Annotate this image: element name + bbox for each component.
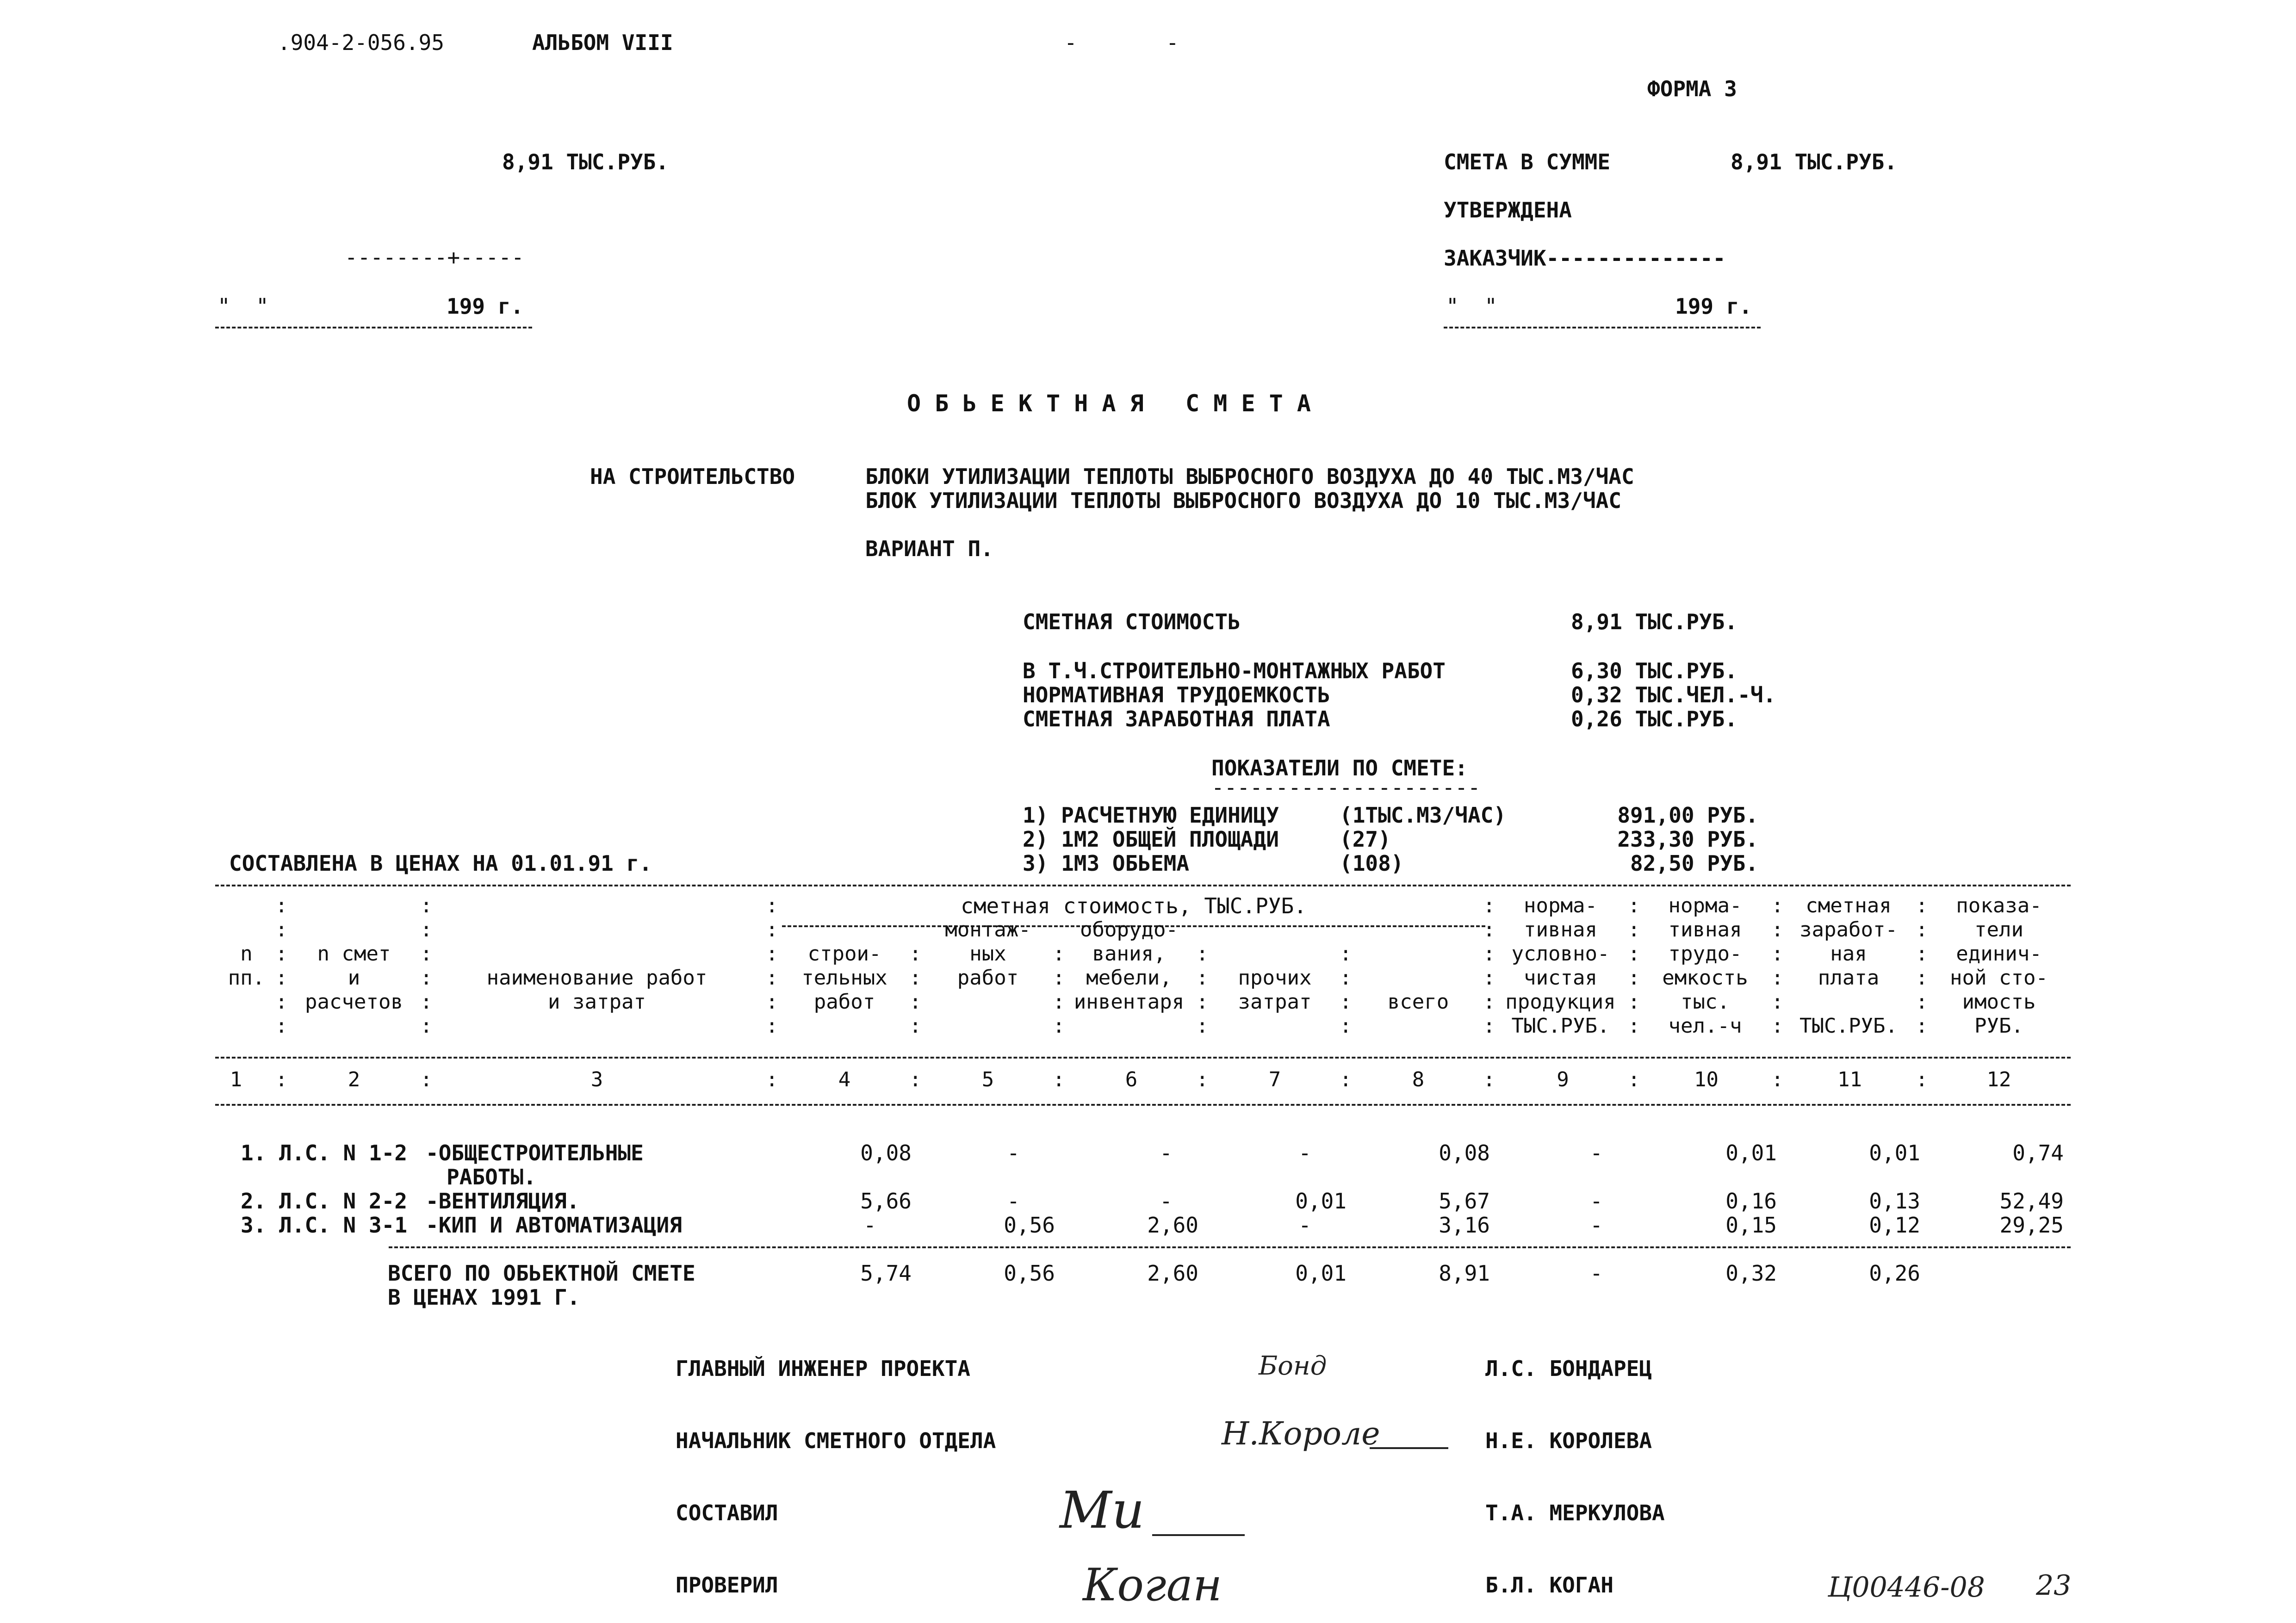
col-number-11: 11 — [1837, 1068, 1862, 1091]
right-sum-value: 8,91 ТЫС.РУБ. — [1731, 149, 1898, 174]
row-3-c5: 0,56 — [1004, 1213, 1055, 1238]
right-sum-label: СМЕТА В СУММЕ — [1444, 149, 1611, 174]
indicator-row-3-unit: (108) — [1340, 851, 1404, 876]
table-top-rule — [215, 885, 2071, 886]
col-number-12: 12 — [1986, 1068, 2011, 1091]
col-header-11: сметная заработ- ная плата ТЫС.РУБ. — [1800, 894, 1898, 1038]
total-c7: 0,01 — [1295, 1261, 1347, 1286]
cost-label: СМЕТНАЯ СТОИМОСТЬ — [1023, 609, 1241, 634]
handwritten-signature-4: Коган — [1083, 1559, 1222, 1611]
row-1-c8: 0,08 — [1439, 1140, 1490, 1165]
col-header-7: прочих затрат — [1238, 966, 1312, 1014]
row-1-name-cont: РАБОТЫ. — [447, 1165, 536, 1189]
construction-line-2: БЛОК УТИЛИЗАЦИИ ТЕПЛОТЫ ВЫБРОСНОГО ВОЗДУХА ДО 10 ТЫС.М3/ЧАС — [865, 488, 1621, 513]
row-2-c5: - — [1007, 1189, 1020, 1214]
cost-value: 8,91 ТЫС.РУБ. — [1571, 609, 1738, 634]
construction-label: НА СТРОИТЕЛЬСТВО — [590, 464, 795, 489]
indicator-row-1-value: 891,00 РУБ. — [1617, 803, 1758, 828]
total-rule — [389, 1246, 2071, 1248]
album-label: АЛЬБОМ VIII — [532, 30, 673, 55]
total-c4: 5,74 — [860, 1261, 912, 1286]
signature-name-2: Н.Е. КОРОЛЕВА — [1485, 1428, 1652, 1453]
row-2-c7: 0,01 — [1295, 1189, 1347, 1214]
indicator-row-2-unit: (27) — [1340, 827, 1391, 852]
row-2-c4: 5,66 — [860, 1189, 912, 1214]
indicator-row-3-label: 3) 1М3 ОБЬЕМА — [1023, 851, 1190, 876]
row-3-c11: 0,12 — [1869, 1213, 1920, 1238]
row-3-c4: - — [863, 1213, 876, 1238]
row-1-c12: 0,74 — [2012, 1140, 2064, 1165]
indicators-underline: --------------------- — [1211, 775, 1481, 800]
row-3-c9: - — [1590, 1213, 1603, 1238]
footer-stamp-code: Ц00446-08 — [1828, 1571, 1985, 1604]
indicator-row-2-value: 233,30 РУБ. — [1617, 827, 1758, 852]
approved-label: УТВЕРЖДЕНА — [1444, 198, 1572, 223]
row-1-c4: 0,08 — [860, 1140, 912, 1165]
row-1-c5: - — [1007, 1140, 1020, 1165]
header-bottom-rule — [215, 1057, 2071, 1059]
indicator-row-3-value: 82,50 РУБ. — [1630, 851, 1758, 876]
row-1-c9: - — [1590, 1140, 1603, 1165]
row-1-c11: 0,01 — [1869, 1140, 1920, 1165]
total-c6: 2,60 — [1147, 1261, 1198, 1286]
col-header-1: n пп. — [228, 942, 265, 990]
left-date-underline — [215, 327, 532, 328]
wage-label: СМЕТНАЯ ЗАРАБОТНАЯ ПЛАТА — [1023, 706, 1330, 731]
row-1-c7: - — [1298, 1140, 1311, 1165]
total-label-1: ВСЕГО ПО ОБЬЕКТНОЙ СМЕТЕ — [388, 1261, 695, 1286]
col-header-8: всего — [1387, 990, 1449, 1014]
prices-note: СОСТАВЛЕНА В ЦЕНАХ НА 01.01.91 г. — [229, 851, 652, 876]
handwritten-signature-3: Ми — [1060, 1481, 1145, 1540]
wage-value: 0,26 ТЫС.РУБ. — [1571, 706, 1738, 731]
indicators-title: ПОКАЗАТЕЛИ ПО СМЕТЕ: — [1211, 756, 1468, 781]
header-dash-2: - — [1166, 30, 1179, 55]
total-label-2: В ЦЕНАХ 1991 Г. — [388, 1285, 580, 1310]
handwritten-signature-2: Н.Короле — [1222, 1416, 1380, 1452]
col-number-separators: : : : : : : : : : : : — [275, 1068, 1928, 1091]
table-column-separators: : : : : : : : : : : : : : : : : : : : : : : : : : : : : : : : : : : : : : : : : : : : : : : : : : : : : : : : : : : — [275, 894, 1928, 1038]
indicator-row-1-unit: (1ТЫС.М3/ЧАС) — [1340, 803, 1507, 828]
signature-2-stroke — [1370, 1447, 1448, 1449]
signature-role-4: ПРОВЕРИЛ — [676, 1573, 778, 1598]
col-header-6: оборудо- вания, мебели, инвентаря — [1074, 918, 1185, 1014]
col-header-4: строи- тельных работ — [801, 942, 887, 1014]
signature-role-3: СОСТАВИЛ — [676, 1500, 778, 1525]
col-header-9: норма- тивная условно- чистая продукция ТЫС.РУБ. — [1505, 894, 1616, 1038]
indicator-row-1-label: 1) РАСЧЕТНУЮ ЕДИНИЦУ — [1023, 803, 1279, 828]
row-3-c7: - — [1298, 1213, 1311, 1238]
total-c5: 0,56 — [1004, 1261, 1055, 1286]
left-sign-line: --------+----- — [345, 245, 524, 270]
right-date-quotes: " " — [1446, 294, 1497, 319]
col-number-2: 2 — [348, 1068, 360, 1091]
signature-role-1: ГЛАВНЫЙ ИНЖЕНЕР ПРОЕКТА — [676, 1356, 970, 1381]
document-title: О Б Ь Е К Т Н А Я С М Е Т А — [907, 390, 1311, 417]
row-2-c6: - — [1160, 1189, 1173, 1214]
total-c9: - — [1590, 1261, 1603, 1286]
col-number-8: 8 — [1412, 1068, 1425, 1091]
form-label: ФОРМА 3 — [1647, 76, 1737, 101]
numbers-bottom-rule — [215, 1104, 2071, 1106]
col-header-2: n смет и расчетов — [305, 942, 403, 1014]
row-2-name: -ВЕНТИЛЯЦИЯ. — [426, 1189, 580, 1214]
row-1-c10: 0,01 — [1725, 1140, 1777, 1165]
left-date-year: 199 г. — [447, 294, 524, 319]
labor-label: НОРМАТИВНАЯ ТРУДОЕМКОСТЬ — [1023, 682, 1330, 707]
col-header-3: наименование работ и затрат — [486, 966, 707, 1014]
col-number-9: 9 — [1557, 1068, 1569, 1091]
right-date-year: 199 г. — [1675, 294, 1752, 319]
col-header-12: показа- тели единич- ной сто- имость РУБ. — [1950, 894, 2048, 1038]
col-header-10: норма- тивная трудо- емкость тыс. чел.-ч — [1662, 894, 1748, 1038]
row-1-name: -ОБЩЕСТРОИТЕЛЬНЫЕ — [426, 1140, 644, 1165]
total-c8: 8,91 — [1439, 1261, 1490, 1286]
total-c11: 0,26 — [1869, 1261, 1920, 1286]
row-3-c8: 3,16 — [1439, 1213, 1490, 1238]
signature-name-3: Т.А. МЕРКУЛОВА — [1485, 1500, 1665, 1525]
signature-name-4: Б.Л. КОГАН — [1485, 1573, 1613, 1598]
left-date-quotes: " " — [217, 294, 269, 319]
row-1-ref: 1. Л.С. N 1-2 — [241, 1140, 408, 1165]
signature-3-stroke — [1152, 1534, 1245, 1536]
handwritten-signature-1: Бонд — [1259, 1351, 1327, 1381]
col-header-5: монтаж- ных работ — [945, 918, 1031, 990]
row-3-c10: 0,15 — [1725, 1213, 1777, 1238]
footer-page-number: 23 — [2036, 1569, 2072, 1602]
right-date-underline — [1444, 327, 1761, 328]
col-number-10: 10 — [1694, 1068, 1719, 1091]
row-2-ref: 2. Л.С. N 2-2 — [241, 1189, 408, 1214]
row-3-ref: 3. Л.С. N 3-1 — [241, 1213, 408, 1238]
row-2-c10: 0,16 — [1725, 1189, 1777, 1214]
signature-role-2: НАЧАЛЬНИК СМЕТНОГО ОТДЕЛА — [676, 1428, 996, 1453]
signature-name-1: Л.С. БОНДАРЕЦ — [1485, 1356, 1652, 1381]
customer-label: ЗАКАЗЧИК-------------- — [1444, 246, 1726, 271]
labor-value: 0,32 ТЫС.ЧЕЛ.-Ч. — [1571, 682, 1776, 707]
row-2-c12: 52,49 — [1999, 1189, 2064, 1214]
col-number-3: 3 — [590, 1068, 603, 1091]
row-3-c6: 2,60 — [1147, 1213, 1198, 1238]
row-2-c11: 0,13 — [1869, 1189, 1920, 1214]
total-c10: 0,32 — [1725, 1261, 1777, 1286]
col-number-7: 7 — [1268, 1068, 1281, 1091]
row-3-c12: 29,25 — [1999, 1213, 2064, 1238]
col-number-6: 6 — [1125, 1068, 1138, 1091]
row-3-name: -КИП И АВТОМАТИЗАЦИЯ — [426, 1213, 682, 1238]
col-number-1: 1 — [230, 1068, 242, 1091]
left-sum: 8,91 ТЫС.РУБ. — [502, 149, 669, 174]
construction-line-1: БЛОКИ УТИЛИЗАЦИИ ТЕПЛОТЫ ВЫБРОСНОГО ВОЗДУХА ДО 40 ТЫС.М3/ЧАС — [865, 464, 1634, 489]
variant-label: ВАРИАНТ П. — [865, 536, 993, 561]
smr-value: 6,30 ТЫС.РУБ. — [1571, 658, 1738, 683]
row-2-c8: 5,67 — [1439, 1189, 1490, 1214]
smr-label: В Т.Ч.СТРОИТЕЛЬНО-МОНТАЖНЫХ РАБОТ — [1023, 658, 1446, 683]
doc-number: .904-2-056.95 — [278, 30, 445, 55]
col-number-5: 5 — [981, 1068, 994, 1091]
header-dash-1: - — [1064, 30, 1077, 55]
col-number-4: 4 — [838, 1068, 851, 1091]
row-1-c6: - — [1160, 1140, 1173, 1165]
row-2-c9: - — [1590, 1189, 1603, 1214]
group-header: сметная стоимость, ТЫС.РУБ. — [961, 893, 1307, 918]
indicator-row-2-label: 2) 1М2 ОБЩЕЙ ПЛОЩАДИ — [1023, 827, 1279, 852]
